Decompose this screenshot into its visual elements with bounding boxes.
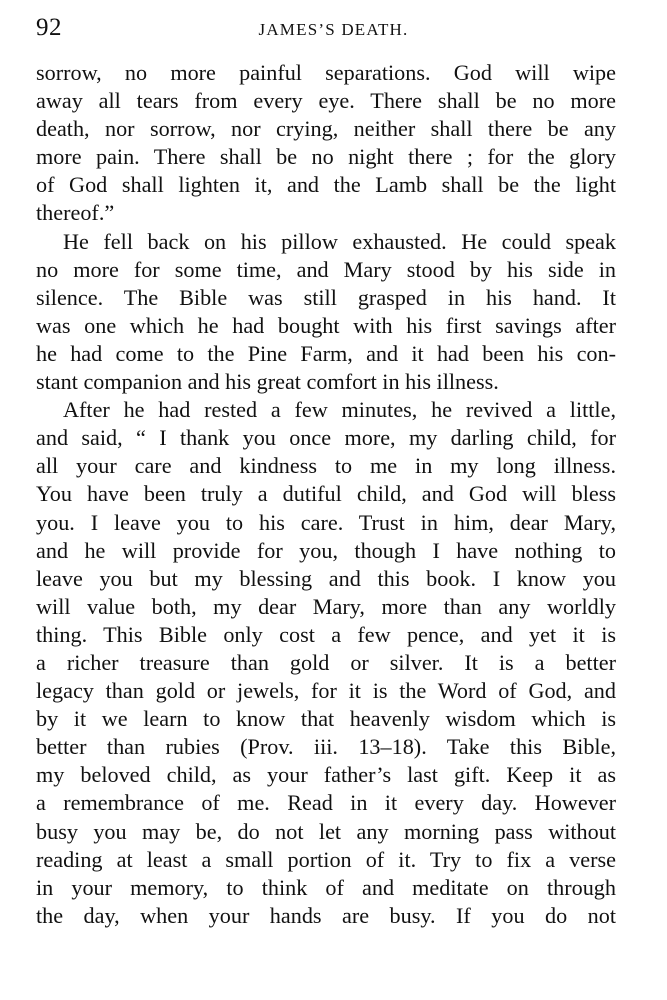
text-line: will value both, my dear Mary, more than any worldly <box>36 593 616 619</box>
text-line: the day, when your hands are busy. If you do not <box>36 902 616 928</box>
text-line: reading at least a small portion of it. Try to fix a verse <box>36 846 616 872</box>
text-line: silence. The Bible was still grasped in his hand. It <box>36 284 616 310</box>
text-line: leave you but my blessing and this book. I know you <box>36 565 616 591</box>
text-line: thereof.” <box>36 200 115 226</box>
text-line: and said, “ I thank you once more, my darling child, for <box>36 425 616 451</box>
page-header <box>36 14 631 50</box>
running-head: JAMES’S DEATH. <box>258 20 409 39</box>
text-line: away all tears from every eye. There shall be no more <box>36 88 616 114</box>
text-line: He fell back on his pillow exhausted. He could speak <box>63 228 616 254</box>
text-line: You have been truly a dutiful child, and God will bless <box>36 481 616 507</box>
text-line: sorrow, no more painful separations. God will wipe <box>36 60 616 85</box>
text-line: you. I leave you to his care. Trust in him, dear Mary, <box>36 509 616 535</box>
text-line: stant companion and his great comfort in his illness. <box>36 369 499 395</box>
text-line: thing. This Bible only cost a few pence, and yet it is <box>36 621 616 647</box>
body-text <box>36 59 616 930</box>
text-line: by it we learn to know that heavenly wisdom which is <box>36 706 616 732</box>
text-line: After he had rested a few minutes, he revived a little, <box>63 397 616 423</box>
text-line: a richer treasure than gold or silver. It is a better <box>36 649 616 675</box>
text-line: was one which he had bought with his first savings after <box>36 312 616 338</box>
text-line: more pain. There shall be no night there ; for the glory <box>36 144 616 170</box>
text-line: of God shall lighten it, and the Lamb shall be the light <box>36 172 616 198</box>
text-line: my beloved child, as your father’s last gift. Keep it as <box>36 762 616 788</box>
text-line: a remembrance of me. Read in it every day. However <box>36 790 616 816</box>
text-line: in your memory, to think of and meditate on through <box>36 874 616 900</box>
text-line: no more for some time, and Mary stood by his side in <box>36 256 616 282</box>
text-line: death, nor sorrow, nor crying, neither shall there be any <box>36 116 616 142</box>
text-line: and he will provide for you, though I have nothing to <box>36 537 616 563</box>
text-line: he had come to the Pine Farm, and it had been his con- <box>36 340 616 366</box>
text-line: legacy than gold or jewels, for it is the Word of God, and <box>36 678 616 704</box>
text-line: better than rubies (Prov. iii. 13–18). Take this Bible, <box>36 734 616 760</box>
text-line: all your care and kindness to me in my long illness. <box>36 453 616 479</box>
page-number: 92 <box>36 14 62 41</box>
text-line: busy you may be, do not let any morning pass without <box>36 818 616 844</box>
